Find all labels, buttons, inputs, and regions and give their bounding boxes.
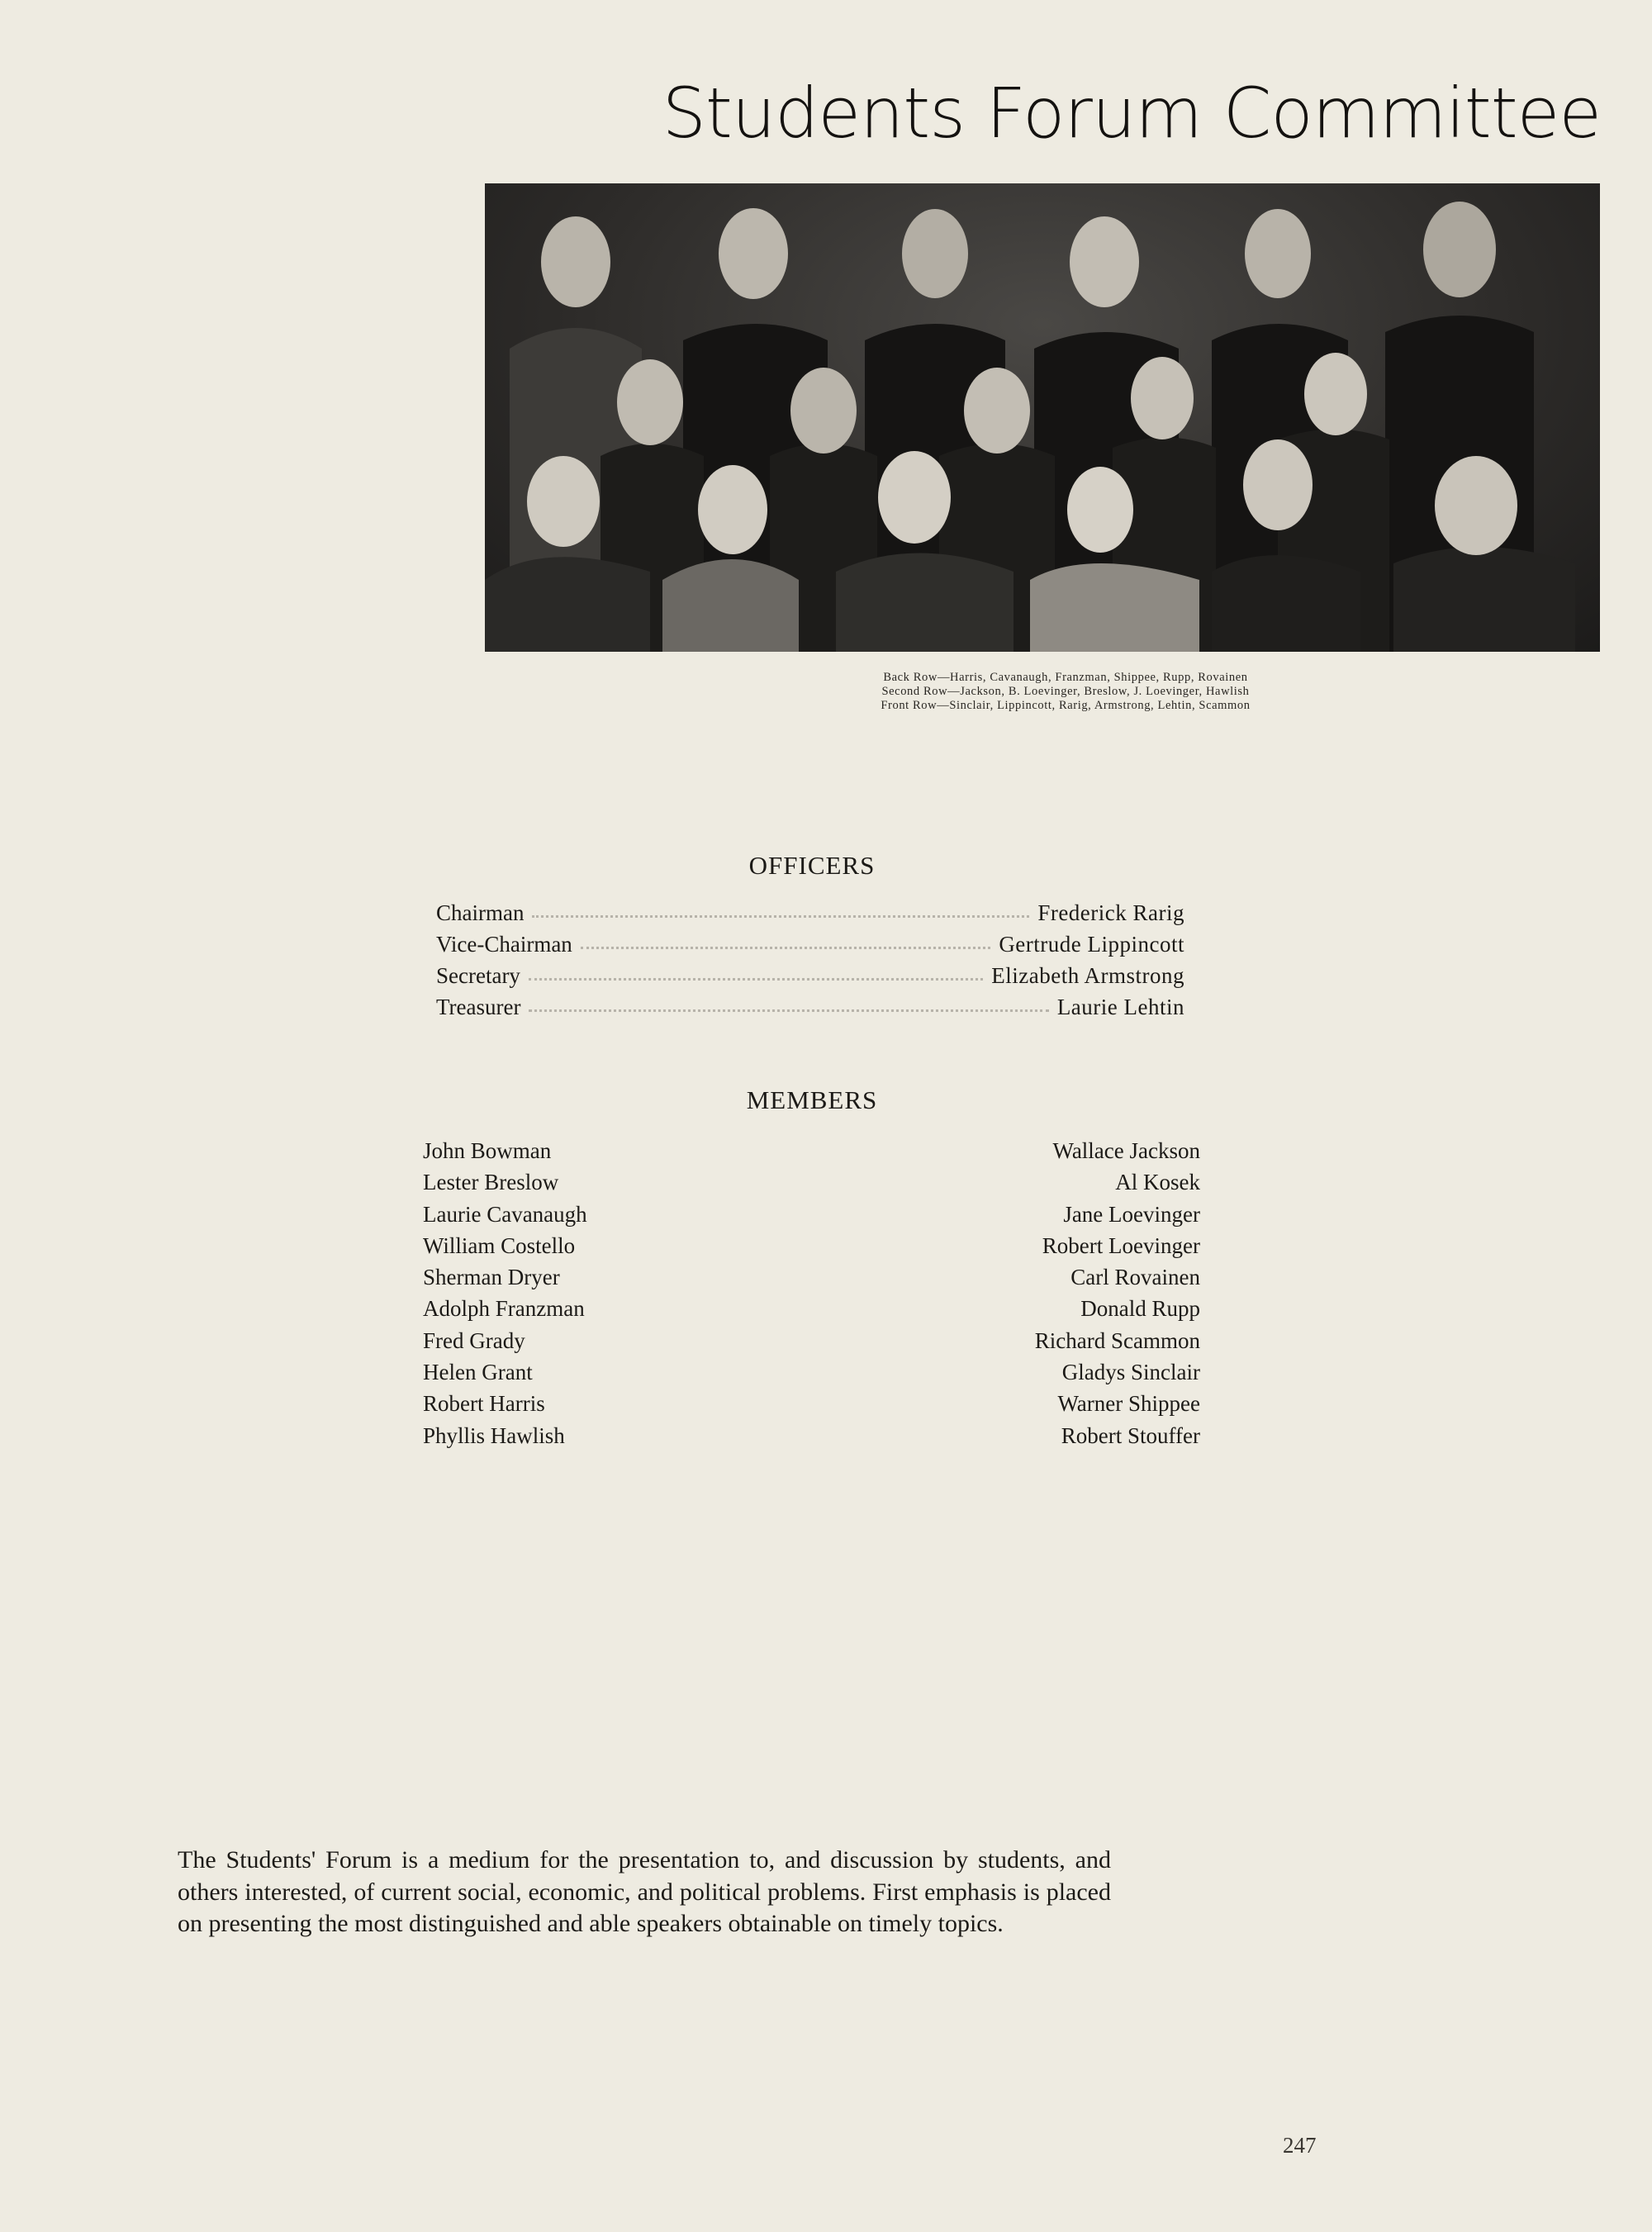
member-name: Laurie Cavanaugh <box>423 1201 587 1227</box>
member-name: Lester Breslow <box>423 1170 559 1195</box>
page-number: 247 <box>1283 2133 1317 2158</box>
member-name: Gladys Sinclair <box>1061 1360 1200 1385</box>
officer-row-vice-chairman <box>436 932 1184 963</box>
dot-leader <box>529 978 983 981</box>
dot-leader <box>529 1009 1048 1012</box>
officer-name: Frederick Rarig <box>1037 900 1184 925</box>
officer-title: Secretary <box>436 963 520 988</box>
member-name: Robert Harris <box>423 1391 545 1417</box>
officers-heading: OFFICERS <box>748 851 876 880</box>
member-name: Warner Shippee <box>1057 1391 1200 1417</box>
caption-front-row: Front Row—Sinclair, Lippincott, Rarig, Armstrong, Lehtin, Scammon <box>881 699 1251 712</box>
officer-name: Elizabeth Armstrong <box>991 963 1184 988</box>
members-right-column <box>1035 1135 1200 1451</box>
member-name: Phyllis Hawlish <box>423 1422 565 1448</box>
member-name: Fred Grady <box>423 1327 525 1353</box>
officer-title: Treasurer <box>436 995 521 1019</box>
officer-name: Gertrude Lippincott <box>999 932 1184 957</box>
members-heading: MEMBERS <box>746 1085 878 1114</box>
member-name: Sherman Dryer <box>423 1265 560 1290</box>
members-left-column <box>423 1135 587 1451</box>
member-name: Jane Loevinger <box>1063 1201 1200 1227</box>
member-name: Richard Scammon <box>1034 1327 1200 1353</box>
officer-row-treasurer <box>436 995 1184 1026</box>
forum-description: The Students' Forum is a medium for the presentation to, and discussion by students, and others interested, of current social, economic, and political problems. First emphasis is placed on presenting the most distinguished and able speakers obtainable on timely topics. <box>178 1846 1111 1937</box>
member-name: Adolph Franzman <box>423 1296 585 1322</box>
officer-row-secretary <box>436 963 1184 995</box>
member-name: Wallace Jackson <box>1052 1138 1200 1163</box>
dot-leader <box>581 947 991 949</box>
group-photo <box>485 183 1600 652</box>
officer-title: Chairman <box>436 900 525 925</box>
dot-leader <box>532 915 1029 918</box>
member-name: Robert Stouffer <box>1061 1422 1200 1448</box>
group-photo-image <box>485 183 1600 652</box>
officer-name: Laurie Lehtin <box>1056 995 1184 1019</box>
caption-back-row: Back Row—Harris, Cavanaugh, Franzman, Shippee, Rupp, Rovainen <box>883 671 1248 684</box>
member-name: Robert Loevinger <box>1042 1232 1200 1258</box>
officer-title: Vice-Chairman <box>436 932 572 957</box>
page-title: Students Forum Committee <box>662 73 1601 154</box>
officer-row-chairman <box>436 900 1184 932</box>
member-name: Donald Rupp <box>1080 1296 1200 1322</box>
member-name: Carl Rovainen <box>1070 1265 1200 1290</box>
photo-caption <box>743 671 1388 713</box>
member-name: Al Kosek <box>1115 1170 1200 1195</box>
caption-second-row: Second Row—Jackson, B. Loevinger, Breslow, J. Loevinger, Hawlish <box>881 685 1250 698</box>
member-name: Helen Grant <box>423 1360 533 1385</box>
member-name: William Costello <box>423 1232 576 1258</box>
member-name: John Bowman <box>423 1138 552 1163</box>
